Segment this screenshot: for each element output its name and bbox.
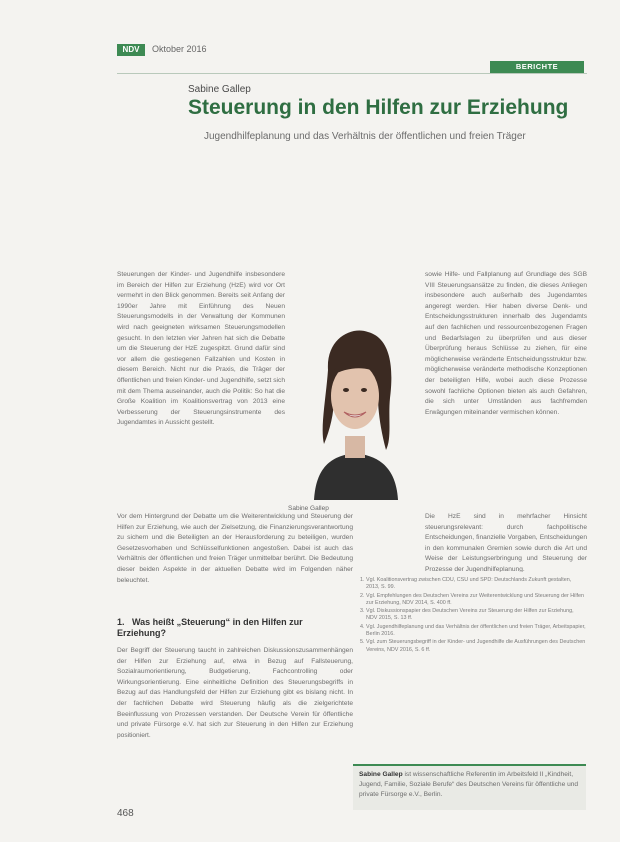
- paragraph: Die HzE sind in mehrfacher Hinsicht steuerungsrelevant: durch fachpolitische Entscheidungen, finanzielle Vorgaben, Entscheidungen in den kommunalen Gremien sowie durch die Art und Weise der Leistungserbringung und Steuerung der Prozesse der Jugendhilfeplanung.: [425, 513, 587, 572]
- section-heading-text: Was heißt „Steuerung“ in den Hilfen zur Erziehung?: [117, 617, 303, 638]
- section-tag: BERICHTE: [490, 61, 584, 73]
- section-heading: [117, 617, 347, 639]
- bio-text: ist wissenschaftliche Referentin im Arbeitsfeld II „Kindheit, Jugend, Familie, Soziale Berufe“ des Deutschen Vereins für öffentliche und private Fürsorge e.V., Berlin.: [359, 771, 579, 798]
- photo-caption: Sabine Gallep: [288, 505, 329, 512]
- journal-badge: NDV: [117, 44, 145, 56]
- article-subtitle: Jugendhilfeplanung und das Verhältnis der öffentlichen und freien Träger: [204, 131, 526, 142]
- body-column-left: [117, 270, 285, 502]
- author-bio-box: [353, 764, 586, 810]
- body-column-section: [117, 646, 353, 804]
- footnote: 3. Vgl. Diskussionspapier des Deutschen Vereins zur Steuerung der Hilfen zur Erziehung, NDV 2015, S. 13 ff.: [366, 608, 586, 623]
- paragraph: Vor dem Hintergrund der Debatte um die Weiterentwicklung und Steuerung der Hilfen zur Erziehung, wie auch der Zielsetzung, die Finanzierungsverantwortung zu sichern und die Beteiligten an der Herausforderung zu beteiligen, wurden Gesetzesvorhaben und Schlüsselfunktionen angestoßen. Dabei ist auch das Verhältnis der öffentlichen und freien Träger unmittelbar berührt. Die Bedeutung dieser beiden Aspekte in der aktuellen Debatte wird im Folgenden näher beleuchtet.: [117, 513, 353, 584]
- footnote: 4. Vgl. Jugendhilfeplanung und das Verhältnis der öffentlichen und freien Träger, Arbeitspapier, Berlin 2016.: [366, 624, 586, 639]
- paragraph: Der Begriff der Steuerung taucht in zahlreichen Diskussionszusammenhängen der Hilfen zur Erziehung auf, etwa in Bezug auf Fallsteuerung, Sozialraumorientierung, Budgetierung, Fachcontrolling oder Wirkungsorientierung. Eine einheitliche Definition des Steuerungsbegriffs in Bezug auf das Handlungsfeld der Hilfen zur Erziehung gibt es bislang nicht. In der fachlichen Debatte wird Steuerung häufig als die zielgerichtete Beeinflussung von Prozessen verstanden. Der Deutsche Verein für öffentliche und private Fürsorge e.V. hat sich zur Steuerung in den Hilfen zur Erziehung positioniert.: [117, 647, 353, 739]
- footnote: 5. Vgl. zum Steuerungsbegriff in der Kinder- und Jugendhilfe die Ausführungen des Deutschen Vereins, NDV 2016, S. 6 ff.: [366, 639, 586, 654]
- article-title: Steuerung in den Hilfen zur Erziehung: [188, 96, 569, 119]
- body-column-right-lower: [425, 512, 587, 572]
- paragraph: sowie Hilfe- und Fallplanung auf Grundlage des SGB VIII Steuerungsansätze zu finden, die dieses Anliegen insbesondere auch außerhalb des Jugendamtes angeregt werden. Hier haben diverse Denk- und Entscheidungsstrukturen innerhalb des Jugendamts auf den fachlichen und ressourcenbezogenen Fragen und Bedarfslagen zu überprüfen und aus dieser Überprüfung heraus Schlüsse zu ziehen, für eine möglicherweise veränderte Entscheidungsstruktur bzw. möglicherweise veränderte methodische Konzeptionen der beteiligten Hilfe, wobei auch diese Prozesse sowohl fachliche Optionen bieten als auch Gefahren, die sich unter Umständen aus fachfremden Erwägungen miteinander vermischen können.: [425, 271, 587, 416]
- page-number: 468: [117, 808, 134, 819]
- header-rule: [117, 73, 587, 74]
- body-column-left-lower: [117, 512, 353, 607]
- portrait-image: [290, 318, 420, 500]
- footnote: 1. Vgl. Koalitionsvertrag zwischen CDU, CSU und SPD: Deutschlands Zukunft gestalten, 2013, S. 99.: [366, 577, 586, 592]
- bio-name: Sabine Gallep: [359, 771, 403, 778]
- article-author: Sabine Gallep: [188, 84, 251, 95]
- footnote: 2. Vgl. Empfehlungen des Deutschen Vereins zur Weiterentwicklung und Steuerung der Hilfen zur Erziehung, NDV 2014, S. 400 ff.: [366, 593, 586, 608]
- author-photo: [290, 318, 420, 500]
- body-column-right: [425, 270, 587, 502]
- issue-label: Oktober 2016: [152, 44, 207, 54]
- section-number: 1.: [117, 617, 125, 627]
- footnotes: [358, 577, 586, 655]
- paragraph: Steuerungen der Kinder- und Jugendhilfe insbesondere im Bereich der Hilfen zur Erziehung (HzE) wird vor Ort vermehrt in den Blick genommen. Bereits seit Anfang der 1990er Jahre mit Einführung des Neuen Steuerungsmodells in der Verwaltung der Kommunen wird nach geeigneten wirksamen Steuerungsmodellen gesucht. In den letzten vier Jahren hat sich die Debatte um die Steuerung der HzE zugespitzt. Grund dafür sind vor allem die gestiegenen Fallzahlen und Kosten in diesem Bereich. Nicht nur die Praxis, die Träger der öffentlichen und freien Kinder- und Jugendhilfe, setzt sich mit dem Thema auseinander, auch die Politik: So hat die Große Koalition im Koalitionsvertrag von 2013 eine Verbesserung der Steuerungsinstrumente des Jugendamtes in Aussicht gestellt.: [117, 271, 285, 427]
